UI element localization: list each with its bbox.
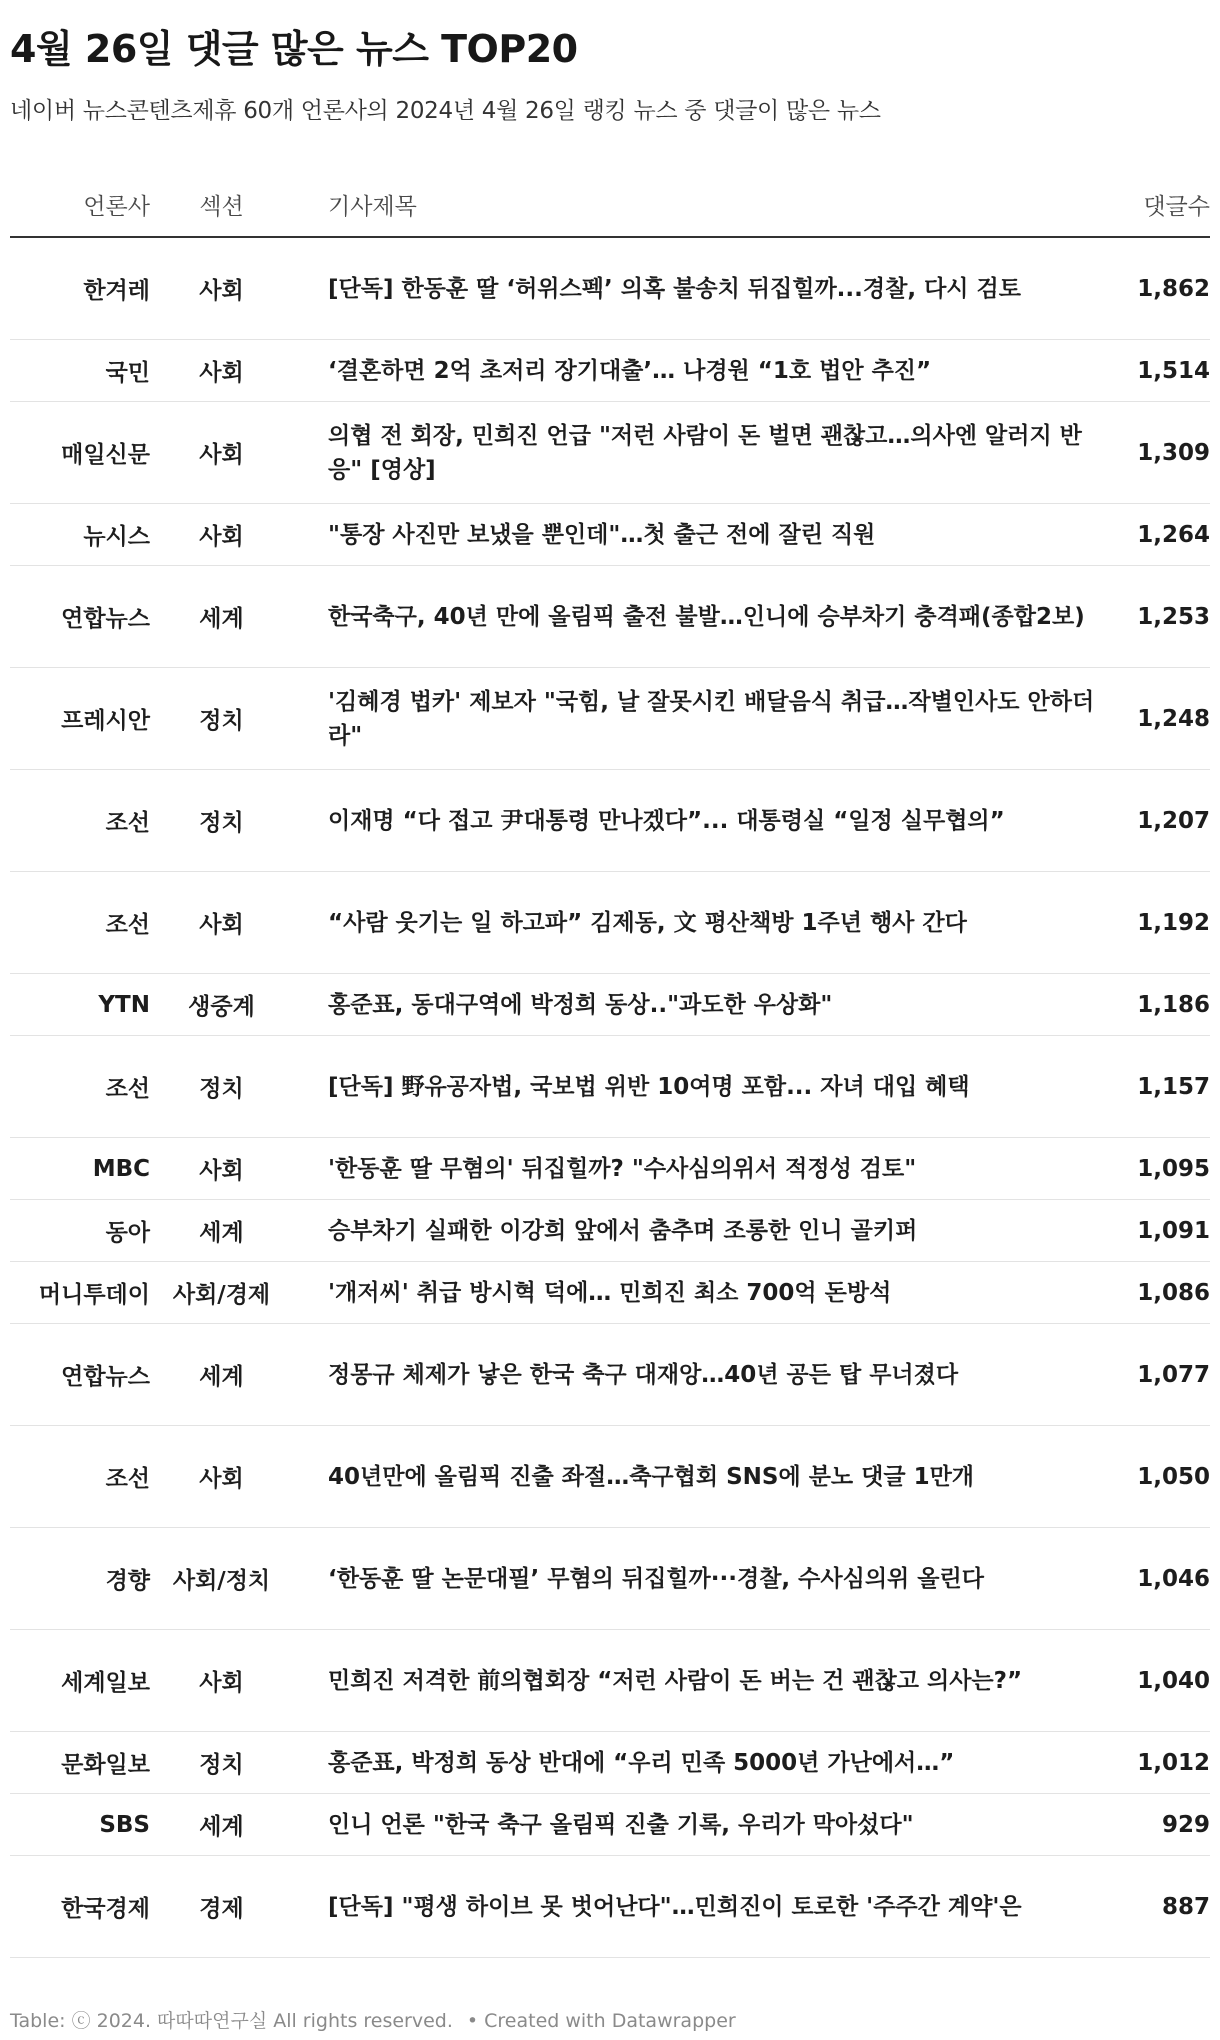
cell-section: 정치	[150, 1732, 293, 1794]
cell-press: 문화일보	[10, 1732, 150, 1794]
cell-comments: 1,186	[1108, 974, 1210, 1036]
table-row	[10, 1856, 1210, 1958]
cell-title: [단독] "평생 하이브 못 벗어난다"…민희진이 토로한 '주주간 계약'은	[293, 1856, 1108, 1958]
cell-comments: 1,862	[1108, 237, 1210, 340]
cell-press: MBC	[10, 1138, 150, 1200]
header-row	[10, 172, 1210, 237]
cell-title: “사람 웃기는 일 하고파” 김제동, 文 평산책방 1주년 행사 간다	[293, 872, 1108, 974]
table-row	[10, 668, 1210, 770]
cell-press: 뉴시스	[10, 504, 150, 566]
cell-press: YTN	[10, 974, 150, 1036]
cell-comments: 1,077	[1108, 1324, 1210, 1426]
cell-section: 사회/경제	[150, 1262, 293, 1324]
cell-press: 머니투데이	[10, 1262, 150, 1324]
cell-section: 사회	[150, 872, 293, 974]
table-row	[10, 770, 1210, 872]
table-row	[10, 1262, 1210, 1324]
cell-comments: 1,086	[1108, 1262, 1210, 1324]
cell-section: 경제	[150, 1856, 293, 1958]
cell-title: "통장 사진만 보냈을 뿐인데"…첫 출근 전에 잘린 직원	[293, 504, 1108, 566]
table-row	[10, 1732, 1210, 1794]
cell-comments: 1,264	[1108, 504, 1210, 566]
cell-section: 사회	[150, 402, 293, 504]
footer	[10, 2006, 736, 2033]
table-row	[10, 1324, 1210, 1426]
page-subtitle: 네이버 뉴스콘텐츠제휴 60개 언론사의 2024년 4월 26일 랭킹 뉴스 중 댓글이 많은 뉴스	[10, 98, 881, 124]
table-row	[10, 340, 1210, 402]
table-row	[10, 504, 1210, 566]
cell-press: 조선	[10, 872, 150, 974]
cell-title: '개저씨' 취급 방시혁 덕에… 민희진 최소 700억 돈방석	[293, 1262, 1108, 1324]
cell-press: 연합뉴스	[10, 566, 150, 668]
table-row	[10, 566, 1210, 668]
cell-comments: 1,095	[1108, 1138, 1210, 1200]
cell-title: ‘결혼하면 2억 초저리 장기대출’… 나경원 “1호 법안 추진”	[293, 340, 1108, 402]
cell-comments: 1,157	[1108, 1036, 1210, 1138]
cell-comments: 1,248	[1108, 668, 1210, 770]
cell-press: SBS	[10, 1794, 150, 1856]
cell-press: 세계일보	[10, 1630, 150, 1732]
table-row	[10, 974, 1210, 1036]
cell-section: 사회/정치	[150, 1528, 293, 1630]
cell-press: 경향	[10, 1528, 150, 1630]
footer-separator-icon: •	[466, 2010, 479, 2032]
cell-comments: 887	[1108, 1856, 1210, 1958]
cell-title: 정몽규 체제가 낳은 한국 축구 대재앙…40년 공든 탑 무너졌다	[293, 1324, 1108, 1426]
cell-title: 승부차기 실패한 이강희 앞에서 춤추며 조롱한 인니 골키퍼	[293, 1200, 1108, 1262]
cell-press: 국민	[10, 340, 150, 402]
page-title: 4월 26일 댓글 많은 뉴스 TOP20	[10, 27, 578, 71]
cell-press: 한국경제	[10, 1856, 150, 1958]
cell-title: 민희진 저격한 前의협회장 “저런 사람이 돈 버는 건 괜찮고 의사는?”	[293, 1630, 1108, 1732]
cell-section: 사회	[150, 1630, 293, 1732]
cell-section: 사회	[150, 340, 293, 402]
cell-section: 세계	[150, 1200, 293, 1262]
cell-section: 사회	[150, 504, 293, 566]
cell-section: 정치	[150, 770, 293, 872]
column-header-comments[interactable]: 댓글수	[1108, 172, 1210, 237]
cell-title: 이재명 “다 접고 尹대통령 만나겠다”... 대통령실 “일정 실무협의”	[293, 770, 1108, 872]
cell-section: 세계	[150, 566, 293, 668]
cell-title: '한동훈 딸 무혐의' 뒤집힐까? "수사심의위서 적정성 검토"	[293, 1138, 1108, 1200]
cell-title: [단독] 한동훈 딸 ‘허위스펙’ 의혹 불송치 뒤집힐까...경찰, 다시 검토	[293, 237, 1108, 340]
table-row	[10, 1794, 1210, 1856]
cell-comments: 929	[1108, 1794, 1210, 1856]
cell-comments: 1,091	[1108, 1200, 1210, 1262]
cell-title: 40년만에 올림픽 진출 좌절…축구협회 SNS에 분노 댓글 1만개	[293, 1426, 1108, 1528]
table-row	[10, 1426, 1210, 1528]
cell-section: 정치	[150, 668, 293, 770]
table-row	[10, 872, 1210, 974]
cell-press: 한겨레	[10, 237, 150, 340]
cell-title: 홍준표, 박정희 동상 반대에 “우리 민족 5000년 가난에서…”	[293, 1732, 1108, 1794]
comments-table	[10, 172, 1210, 1958]
cell-title: 한국축구, 40년 만에 올림픽 출전 불발…인니에 승부차기 충격패(종합2보)	[293, 566, 1108, 668]
column-header-press[interactable]: 언론사	[10, 172, 150, 237]
cell-title: 인니 언론 "한국 축구 올림픽 진출 기록, 우리가 막아섰다"	[293, 1794, 1108, 1856]
cell-press: 매일신문	[10, 402, 150, 504]
cell-title: 의협 전 회장, 민희진 언급 "저런 사람이 돈 벌면 괜찮고…의사엔 알러지 반응" [영상]	[293, 402, 1108, 504]
cell-section: 세계	[150, 1324, 293, 1426]
column-header-section[interactable]: 섹션	[150, 172, 293, 237]
table-row	[10, 1138, 1210, 1200]
cell-section: 생중계	[150, 974, 293, 1036]
cell-comments: 1,012	[1108, 1732, 1210, 1794]
table-row	[10, 1036, 1210, 1138]
cell-comments: 1,514	[1108, 340, 1210, 402]
cell-section: 사회	[150, 1138, 293, 1200]
cell-title: 홍준표, 동대구역에 박정희 동상.."과도한 우상화"	[293, 974, 1108, 1036]
cell-comments: 1,192	[1108, 872, 1210, 974]
cell-comments: 1,040	[1108, 1630, 1210, 1732]
cell-section: 사회	[150, 237, 293, 340]
cell-press: 연합뉴스	[10, 1324, 150, 1426]
cell-title: [단독] 野유공자법, 국보법 위반 10여명 포함... 자녀 대입 혜택	[293, 1036, 1108, 1138]
cell-press: 동아	[10, 1200, 150, 1262]
cell-comments: 1,050	[1108, 1426, 1210, 1528]
footer-credit: Table: ⓒ 2024. 따따따연구실 All rights reserved.	[10, 2010, 453, 2032]
cell-section: 세계	[150, 1794, 293, 1856]
column-header-title[interactable]: 기사제목	[293, 172, 1108, 237]
cell-press: 조선	[10, 1036, 150, 1138]
cell-press: 프레시안	[10, 668, 150, 770]
table-row	[10, 1528, 1210, 1630]
cell-title: ‘한동훈 딸 논문대필’ 무혐의 뒤집힐까···경찰, 수사심의위 올린다	[293, 1528, 1108, 1630]
table-row	[10, 402, 1210, 504]
cell-title: '김혜경 법카' 제보자 "국힘, 날 잘못시킨 배달음식 취급…작별인사도 안하더라"	[293, 668, 1108, 770]
cell-comments: 1,309	[1108, 402, 1210, 504]
cell-comments: 1,207	[1108, 770, 1210, 872]
cell-press: 조선	[10, 1426, 150, 1528]
cell-comments: 1,253	[1108, 566, 1210, 668]
table-row	[10, 1200, 1210, 1262]
cell-section: 정치	[150, 1036, 293, 1138]
table-row	[10, 1630, 1210, 1732]
datawrapper-link[interactable]: Created with Datawrapper	[484, 2010, 736, 2032]
cell-press: 조선	[10, 770, 150, 872]
cell-comments: 1,046	[1108, 1528, 1210, 1630]
table-row	[10, 237, 1210, 340]
cell-section: 사회	[150, 1426, 293, 1528]
